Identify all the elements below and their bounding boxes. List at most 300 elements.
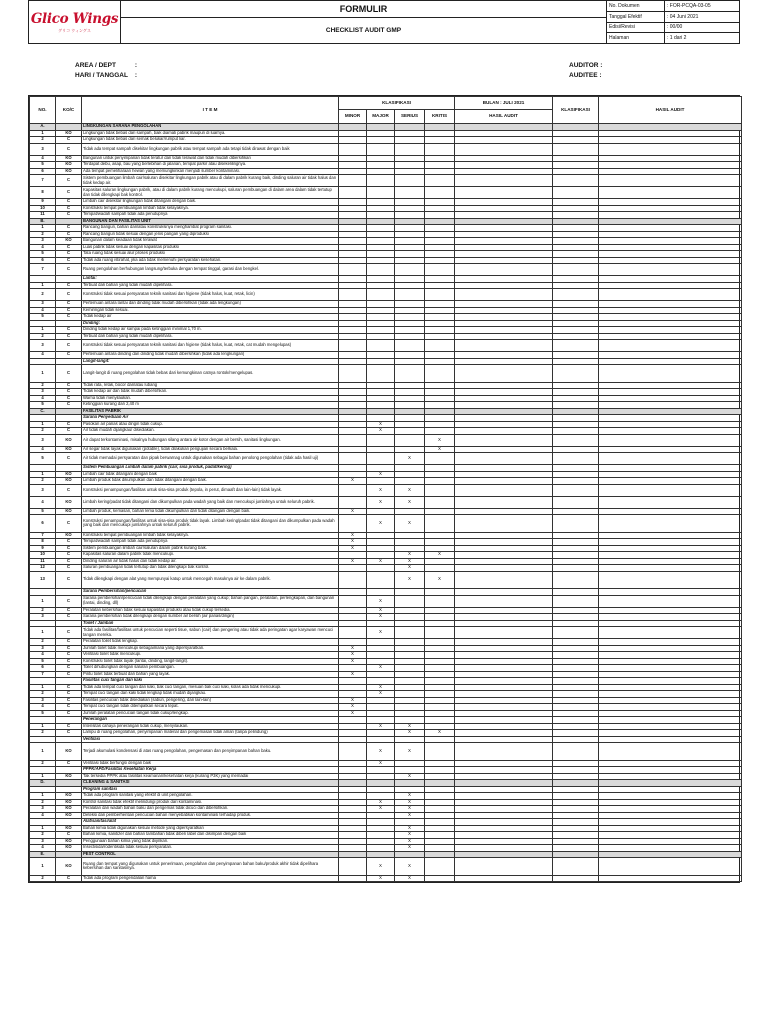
- row-no: 4: [30, 244, 56, 251]
- row-item: Tata ruang tidak sesuai alur proses produksi: [82, 251, 339, 258]
- row-hasil-audit: [455, 434, 553, 446]
- row-no: 2: [30, 639, 56, 646]
- row-klasifikasi: [553, 595, 599, 607]
- row-major: X: [367, 607, 395, 614]
- row-hasil-audit: [455, 484, 553, 496]
- auditor-label: AUDITOR :: [569, 62, 603, 69]
- row-no: 3: [30, 340, 56, 352]
- row-item: Tidak rata, retak, bocor dan/atau lubang: [82, 382, 339, 389]
- row-hasil-audit: [455, 365, 553, 383]
- row-hasil-audit: [455, 496, 553, 508]
- table-row: [30, 571, 742, 589]
- row-no: 8: [30, 187, 56, 199]
- row-kritis: [425, 627, 455, 639]
- row-major: [367, 340, 395, 352]
- row-major: [367, 365, 395, 383]
- row-koc: C: [56, 365, 82, 383]
- row-major: [367, 571, 395, 589]
- row-klasifikasi: [553, 875, 599, 882]
- document-title: CHECKLIST AUDIT GMP: [325, 27, 402, 34]
- row-no: 6: [30, 168, 56, 175]
- row-serius: [395, 340, 425, 352]
- row-serius: [395, 264, 425, 276]
- row-koc: C: [56, 187, 82, 199]
- row-major: [367, 453, 395, 465]
- meta-row: [607, 12, 739, 23]
- row-no: 4: [30, 496, 56, 508]
- row-no: 1: [30, 858, 56, 876]
- row-no: 3: [30, 645, 56, 652]
- row-klasifikasi: [553, 264, 599, 276]
- row-item: Kemiringan tidak sesuai.: [82, 307, 339, 314]
- row-no: 1: [30, 421, 56, 428]
- row-koc: KO: [56, 532, 82, 539]
- row-item: Tidak kedap air dan tidak mudah dibersihkan.: [82, 389, 339, 396]
- row-no: 5: [30, 162, 56, 169]
- row-koc: C: [56, 658, 82, 665]
- row-hasil-audit-2: [599, 187, 742, 199]
- row-koc: C: [56, 704, 82, 711]
- row-hasil-audit: [455, 595, 553, 607]
- row-kritis: X: [425, 571, 455, 589]
- row-koc: C: [56, 264, 82, 276]
- row-item: FASILITAS PABRIK: [82, 408, 339, 415]
- row-serius: X: [395, 812, 425, 819]
- row-hasil-audit: [455, 187, 553, 199]
- col-header-major: MAJOR: [367, 110, 395, 124]
- row-koc: C: [56, 395, 82, 402]
- col-header-bulan: BULAN : JULI 2021: [455, 97, 553, 110]
- row-hasil-audit-2: [599, 515, 742, 533]
- row-major: X: [367, 875, 395, 882]
- row-no: 2: [30, 875, 56, 882]
- row-major: X: [367, 595, 395, 607]
- row-no: C.: [30, 408, 56, 415]
- row-item: Limbah cair disekitar lingkungan tidak ditangani dengan baik.: [82, 199, 339, 206]
- row-serius: X: [395, 496, 425, 508]
- row-item: Tempat/wadah sampah tidak ada penutupnya: [82, 212, 339, 219]
- row-minor: X: [339, 645, 367, 652]
- row-no: 4: [30, 652, 56, 659]
- row-hasil-audit-2: [599, 571, 742, 589]
- row-minor: X: [339, 539, 367, 546]
- row-major: [367, 289, 395, 301]
- date-line: [75, 72, 137, 79]
- col-header-serius: SERIUS: [395, 110, 425, 124]
- row-minor: X: [339, 697, 367, 704]
- row-koc: C: [56, 684, 82, 691]
- col-header-koc: KO/C: [56, 97, 82, 124]
- row-item: Peralatan kebersihan tidak sesuai kapasitas produksi atau tidak cukup tersedia.: [82, 607, 339, 614]
- row-koc: C: [56, 327, 82, 334]
- row-hasil-audit-2: [599, 264, 742, 276]
- row-major: X: [367, 558, 395, 565]
- company-logo: [29, 1, 121, 43]
- row-kritis: X: [425, 434, 455, 446]
- row-major: X: [367, 799, 395, 806]
- row-koc: C: [56, 205, 82, 212]
- row-serius: [395, 289, 425, 301]
- row-minor: [339, 365, 367, 383]
- row-klasifikasi: [553, 453, 599, 465]
- row-item: Insectisida/rodentisida tidak sesuai persyaratan.: [82, 845, 339, 852]
- row-item: Lingkungan tidak bebas dari semak belukar/rumput liar.: [82, 137, 339, 144]
- row-serius: X: [395, 558, 425, 565]
- row-hasil-audit: [455, 858, 553, 876]
- row-major: X: [367, 614, 395, 621]
- row-minor: [339, 175, 367, 187]
- row-major: X: [367, 471, 395, 478]
- row-serius: X: [395, 773, 425, 780]
- row-item: Pasokan air panas atau dingin tidak cukup.: [82, 421, 339, 428]
- row-minor: [339, 743, 367, 761]
- row-major: X: [367, 684, 395, 691]
- row-klasifikasi: [553, 187, 599, 199]
- audit-table: [28, 95, 740, 883]
- row-no: 5: [30, 453, 56, 465]
- row-major: [367, 143, 395, 155]
- row-minor: X: [339, 545, 367, 552]
- row-koc: KO: [56, 743, 82, 761]
- row-serius: X: [395, 723, 425, 730]
- row-no: 4: [30, 395, 56, 402]
- row-no: 1: [30, 595, 56, 607]
- row-hasil-audit-2: [599, 289, 742, 301]
- row-koc: C: [56, 760, 82, 767]
- row-serius: X: [395, 838, 425, 845]
- row-no: 3: [30, 143, 56, 155]
- table-row: [30, 365, 742, 383]
- row-no: 2: [30, 730, 56, 737]
- row-item: Toilet dihubungkan dengan saluran pembuangan.: [82, 665, 339, 672]
- row-major: X: [367, 858, 395, 876]
- row-item: Air segar tidak layak digunakan (potable), tidak dilakukan pengujian secara berkala.: [82, 446, 339, 453]
- row-koc: C: [56, 225, 82, 232]
- row-no: 8: [30, 539, 56, 546]
- row-item: Penerangan: [82, 717, 339, 724]
- row-item: Tidak ada tempat cuci tangan dan kaki, bak cuci tangan, mesuan bak cuci kaki, kolas ada tidak mencukupi.: [82, 684, 339, 691]
- meta-key: Tanggal Efektif: [607, 12, 665, 22]
- row-serius: X: [395, 793, 425, 800]
- row-hasil-audit-2: [599, 340, 742, 352]
- row-item: Langit-langit:: [82, 358, 339, 365]
- row-kritis: [425, 595, 455, 607]
- row-minor: [339, 340, 367, 352]
- row-minor: X: [339, 671, 367, 678]
- row-no: 11: [30, 558, 56, 565]
- row-item: Tidak ada tempat sampah disekitar lingkungan pabrik atau tempat sampah ada tetapi tidak dirawat dengan baik: [82, 143, 339, 155]
- row-item: Tempat cuci tangan tidak ditempatkan secara tepat.: [82, 704, 339, 711]
- row-serius: X: [395, 806, 425, 813]
- row-item: Luas pabrik tidak sesuai dengan kapasitas produksi: [82, 244, 339, 251]
- row-serius: X: [395, 743, 425, 761]
- table-row: [30, 453, 742, 465]
- row-serius: X: [395, 832, 425, 839]
- row-koc: C: [56, 389, 82, 396]
- row-minor: X: [339, 658, 367, 665]
- row-koc: C: [56, 402, 82, 409]
- row-koc: C: [56, 697, 82, 704]
- row-major: X: [367, 627, 395, 639]
- date-label: HARI / TANGGAL: [75, 72, 128, 79]
- row-kritis: [425, 515, 455, 533]
- row-no: 6: [30, 257, 56, 264]
- row-koc: KO: [56, 168, 82, 175]
- date-sep: :: [134, 72, 137, 79]
- row-koc: C: [56, 710, 82, 717]
- table-row: [30, 340, 742, 352]
- row-no: 1: [30, 627, 56, 639]
- row-major: X: [367, 691, 395, 698]
- row-klasifikasi: [553, 143, 599, 155]
- row-klasifikasi: [553, 340, 599, 352]
- row-item: Limbah kering/padat tidak ditangani dan dikumpulkan pada wadah yang baik dan mencukupi jumlahnya untuk seluruh pabrik.: [82, 496, 339, 508]
- row-item: Rancang bangun tidak sesuai dengan jenis pangan yang diproduksi: [82, 231, 339, 238]
- row-item: Ventilasi: [82, 736, 339, 743]
- row-klasifikasi: [553, 858, 599, 876]
- row-item: Konstruksi penampungan/fasilitas untuk sisa-sisa produk tidak layak. Limbah kering/padat tidak ditangani dan dikumpulkan pada wadah yang baik dan mencukupi jumlahnya untuk seluruh pabrik.: [82, 515, 339, 533]
- row-klasifikasi: [553, 571, 599, 589]
- row-hasil-audit-2: [599, 453, 742, 465]
- row-klasifikasi: [553, 627, 599, 639]
- row-serius: X: [395, 875, 425, 882]
- meta-row: [607, 1, 739, 12]
- header-titles: [121, 1, 607, 43]
- row-no: 1: [30, 773, 56, 780]
- row-kritis: [425, 858, 455, 876]
- row-item: Tidak ada ruang istirahat, jika ada tidak memenuhi persyaratan kesehatan.: [82, 257, 339, 264]
- row-hasil-audit-2: [599, 496, 742, 508]
- row-item: BANGUNAN DAN FASILITAS UNIT: [82, 218, 339, 225]
- row-no: 3: [30, 697, 56, 704]
- row-item: Deteksi dan pemberhentian pencucian bahan menyebabkan kontaminasi terhadap produk.: [82, 812, 339, 819]
- row-koc: KO: [56, 793, 82, 800]
- row-item: CLEANING & SANITASI: [82, 780, 339, 787]
- table-row: [30, 484, 742, 496]
- row-koc: KO: [56, 799, 82, 806]
- row-klasifikasi: [553, 743, 599, 761]
- row-koc: KO: [56, 471, 82, 478]
- row-koc: C: [56, 552, 82, 559]
- row-major: X: [367, 515, 395, 533]
- row-serius: [395, 627, 425, 639]
- meta-value: : FOR-PCQA-03-05: [667, 2, 711, 9]
- row-no: 2: [30, 691, 56, 698]
- row-koc: C: [56, 832, 82, 839]
- row-no: 7: [30, 532, 56, 539]
- row-koc: KO: [56, 858, 82, 876]
- row-hasil-audit-2: [599, 858, 742, 876]
- row-koc: C: [56, 289, 82, 301]
- row-item: Warna tidak menyilaukan.: [82, 395, 339, 402]
- row-item: Terbuat dari bahan yang tidak mudah dipelihara.: [82, 333, 339, 340]
- row-no: 3: [30, 614, 56, 621]
- row-koc: C: [56, 639, 82, 646]
- row-item: Limbah produk, kemasan, bahan lema tidak dikumpulkan dan tidak ditangani dengan baik.: [82, 508, 339, 515]
- row-item: Peralatan toilet tidak lengkap.: [82, 639, 339, 646]
- row-no: 3: [30, 301, 56, 308]
- row-hasil-audit-2: [599, 743, 742, 761]
- col-header-klasifikasi-2: KLASIFIKASI: [553, 97, 599, 124]
- row-hasil-audit: [455, 627, 553, 639]
- row-koc: C: [56, 137, 82, 144]
- row-minor: [339, 515, 367, 533]
- row-no: 2: [30, 428, 56, 435]
- row-koc: C: [56, 175, 82, 187]
- row-minor: [339, 434, 367, 446]
- row-item: Penggunaan bahan kimia yang tidak diijinkan.: [82, 838, 339, 845]
- row-serius: [395, 434, 425, 446]
- row-koc: C: [56, 691, 82, 698]
- col-header-kritis: KRITIS: [425, 110, 455, 124]
- row-item: Tempat/wadah sampah tidak ada penutupnya: [82, 539, 339, 546]
- row-minor: [339, 858, 367, 876]
- table-row: [30, 434, 742, 446]
- row-minor: [339, 453, 367, 465]
- row-no: 3: [30, 238, 56, 245]
- row-koc: KO: [56, 508, 82, 515]
- row-major: [367, 434, 395, 446]
- row-serius: [395, 175, 425, 187]
- row-item: Terdapat debu, asap, bau yang berlebihan di jalanan, tempat parkir atau disekelilingnya.: [82, 162, 339, 169]
- row-item: Langit-langit di ruang pengolahan tidak bebas dari kemungkinan catnya rontok/mengelupas.: [82, 365, 339, 383]
- row-item: Pintu toilet tidak terbuat dari bahan yang layak.: [82, 671, 339, 678]
- row-no: 1: [30, 365, 56, 383]
- row-item: Lantai:: [82, 276, 339, 283]
- row-koc: C: [56, 352, 82, 359]
- row-minor: [339, 627, 367, 639]
- row-koc: C: [56, 307, 82, 314]
- row-koc: KO: [56, 434, 82, 446]
- row-minor: [339, 875, 367, 882]
- row-no: 5: [30, 658, 56, 665]
- row-item: Limbah produk tidak dikumpulkan dan tidak ditangani dengan baik.: [82, 478, 339, 485]
- row-major: X: [367, 496, 395, 508]
- row-no: 9: [30, 545, 56, 552]
- row-koc: C: [56, 539, 82, 546]
- row-major: X: [367, 760, 395, 767]
- row-item: Ada tempat pemeliharaan hewan yang memungkinkan menjadi sumber kontaminasi.: [82, 168, 339, 175]
- row-serius: X: [395, 825, 425, 832]
- row-no: 5: [30, 508, 56, 515]
- row-no: 2: [30, 799, 56, 806]
- row-koc: C: [56, 665, 82, 672]
- row-hasil-audit: [455, 571, 553, 589]
- table-row: [30, 143, 742, 155]
- row-item: Tidak kedap air: [82, 314, 339, 321]
- row-no: 2: [30, 478, 56, 485]
- row-koc: C: [56, 428, 82, 435]
- row-no: 1: [30, 282, 56, 289]
- row-no: 3: [30, 484, 56, 496]
- row-item: Program sanitasi: [82, 786, 339, 793]
- row-major: [367, 187, 395, 199]
- meta-value: : 00/00: [667, 24, 683, 31]
- row-major: X: [367, 743, 395, 761]
- row-hasil-audit-2: [599, 595, 742, 607]
- row-major: X: [367, 665, 395, 672]
- row-koc: KO: [56, 446, 82, 453]
- meta-key: Edisi/Revisi: [607, 23, 665, 33]
- row-hasil-audit: [455, 264, 553, 276]
- row-koc: C: [56, 652, 82, 659]
- row-kritis: [425, 496, 455, 508]
- row-item: Sarana pembersihan/pencucian tidak dilengkapi dengan peralatan yang cukup; bahan pangan, peralatan, perlengkapan, dan bangunan (lantai, dinding, dll): [82, 595, 339, 607]
- row-serius: [395, 595, 425, 607]
- row-koc: KO: [56, 773, 82, 780]
- row-item: Bangunan untuk penyimpanan tidak teratur dan tidak terawat dan tidak mudah dibersihkan: [82, 155, 339, 162]
- row-item: Pertemuan antara dinding dan dinding tidak mudah dibersihkan (tidak ada lengkungan): [82, 352, 339, 359]
- row-koc: C: [56, 257, 82, 264]
- row-koc: C: [56, 607, 82, 614]
- row-hasil-audit-2: [599, 143, 742, 155]
- row-kritis: [425, 264, 455, 276]
- row-klasifikasi: [553, 496, 599, 508]
- row-no: 2: [30, 333, 56, 340]
- row-koc: C: [56, 627, 82, 639]
- row-koc: C: [56, 333, 82, 340]
- row-item: Kontrol sanitasi tidak efektif melindungi produk dari kontaminasi.: [82, 799, 339, 806]
- row-koc: C: [56, 212, 82, 219]
- row-koc: KO: [56, 155, 82, 162]
- row-klasifikasi: [553, 515, 599, 533]
- row-serius: X: [395, 730, 425, 737]
- row-item: Pertemuan antara lantai dan dinding tidak mudah dibersihkan (tidak ada lengkungan): [82, 301, 339, 308]
- table-row: [30, 595, 742, 607]
- row-item: Tidak dilengkapi dengan alat yang mempunyai katup untuk mencegah masuknya air ke dalam pabrik.: [82, 571, 339, 589]
- row-koc: C: [56, 671, 82, 678]
- row-minor: [339, 484, 367, 496]
- area-dept-label: AREA / DEPT: [75, 62, 116, 69]
- row-serius: X: [395, 565, 425, 572]
- row-no: 5: [30, 314, 56, 321]
- row-minor: X: [339, 508, 367, 515]
- row-minor: X: [339, 532, 367, 539]
- row-serius: X: [395, 515, 425, 533]
- row-minor: [339, 187, 367, 199]
- row-koc: KO: [56, 130, 82, 137]
- row-serius: X: [395, 453, 425, 465]
- row-major: X: [367, 806, 395, 813]
- row-item: Tempat cuci tangan dan kaki tidak lengkap tidak mudah dijangkau.: [82, 691, 339, 698]
- row-no: 4: [30, 352, 56, 359]
- row-item: Lingkungan tidak bebas dari sampah, baik diamati pabrik maupun di luarnya.: [82, 130, 339, 137]
- row-minor: [339, 289, 367, 301]
- row-major: X: [367, 421, 395, 428]
- row-no: D.: [30, 780, 56, 787]
- row-serius: X: [395, 858, 425, 876]
- meta-value: : 04 Juni 2021: [667, 13, 699, 20]
- row-no: 1: [30, 743, 56, 761]
- row-item: Sarana Penyediaan Air: [82, 415, 339, 422]
- row-koc: C: [56, 484, 82, 496]
- row-no: 10: [30, 552, 56, 559]
- row-koc: C: [56, 723, 82, 730]
- row-hasil-audit: [455, 743, 553, 761]
- document-header: [28, 0, 740, 44]
- audit-table-body: [30, 124, 742, 882]
- row-item: Konstruksi tempat pembuangan limbah tidak selayaknya.: [82, 205, 339, 212]
- meta-key: Halaman: [607, 33, 665, 43]
- meta-row: [607, 33, 739, 43]
- row-no: 4: [30, 307, 56, 314]
- row-hasil-audit-2: [599, 627, 742, 639]
- row-kritis: [425, 187, 455, 199]
- table-row: [30, 858, 742, 876]
- row-item: Tidak ada program sanitasi yang efektif di unit pengolahan.: [82, 793, 339, 800]
- row-hasil-audit: [455, 289, 553, 301]
- row-item: Rancang bangun, bahan dan/atau konstruksinya menghambat program sanitasi.: [82, 225, 339, 232]
